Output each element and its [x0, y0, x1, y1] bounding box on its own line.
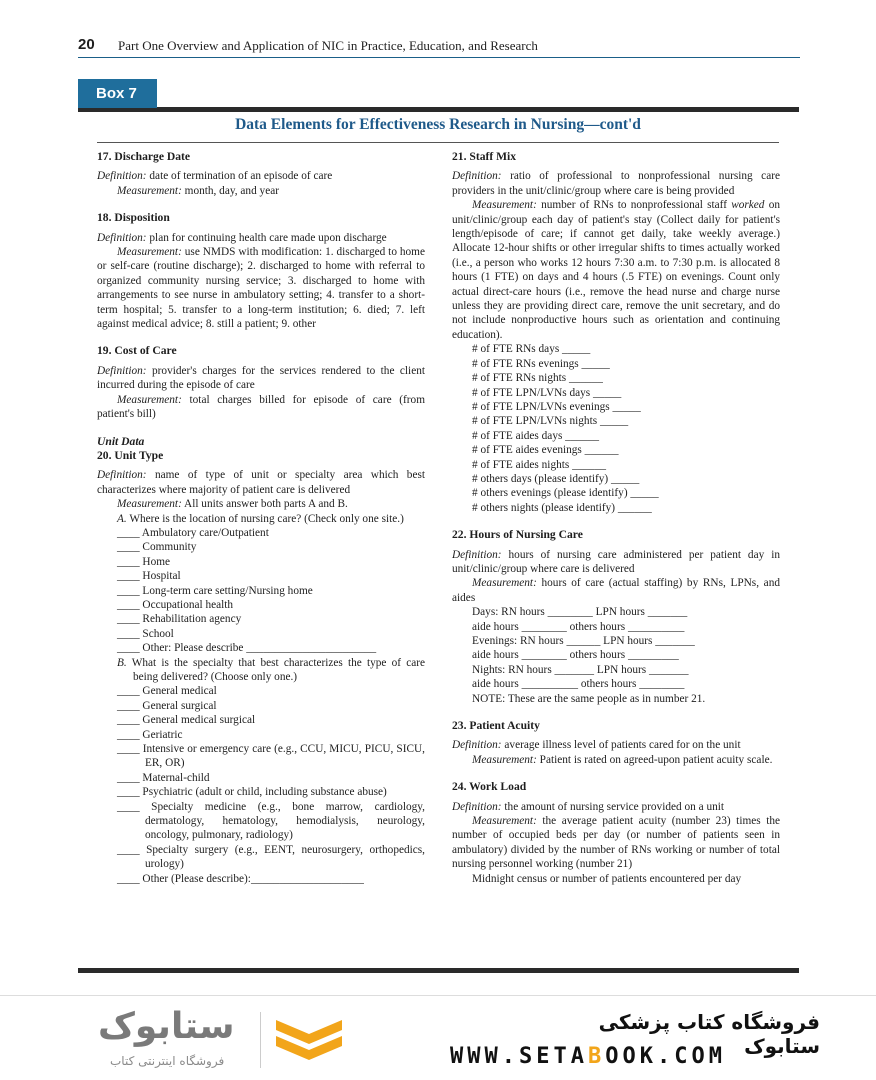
definition-label: Definition:: [97, 364, 147, 377]
hours-line: Evenings: RN hours ______ LPN hours _______: [472, 635, 695, 647]
checklist-item: ____ General medical surgical: [117, 714, 256, 727]
measurement-label: Measurement:: [117, 184, 182, 197]
fte-item: # of FTE LPN/LVNs days _____: [472, 386, 622, 399]
checklist-item: ____ Maternal-child: [117, 771, 210, 784]
hours-line: NOTE: These are the same people as in number 21.: [472, 692, 706, 705]
page-header: [78, 36, 800, 60]
measurement: Measurement: total charges billed for episode of care (from patient's bill): [97, 393, 425, 421]
hours-line: Nights: RN hours _______ LPN hours _______: [472, 663, 689, 676]
fte-item: # of FTE RNs days _____: [472, 343, 591, 356]
checklist-item: ____ Psychiatric (adult or child, including substance abuse): [117, 786, 387, 799]
definition-label: Definition:: [452, 548, 502, 561]
definition: Definition: average illness level of patients cared for on the unit: [452, 739, 741, 752]
definition: Definition: hours of nursing care administered per patient day in unit/clinic/group where care is delivered: [452, 548, 780, 575]
logo-tagline: فروشگاه اینترنتی کتاب: [110, 1054, 225, 1068]
checklist-item: ____ Community: [117, 541, 197, 554]
hours-line: Days: RN hours ________ LPN hours _______: [472, 606, 688, 619]
checklist-item: ____ Home: [117, 555, 171, 568]
measurement-label: Measurement:: [472, 815, 537, 828]
fte-item: # of FTE aides nights ______: [472, 458, 606, 471]
hours-line: aide hours ________ others hours __________: [472, 620, 685, 633]
checklist-item: ____ General surgical: [117, 699, 217, 712]
section-heading: 19. Cost of Care: [97, 344, 177, 358]
checklist-item: ____ School: [117, 627, 174, 640]
fte-item: # of FTE LPN/LVNs evenings _____: [472, 400, 641, 413]
fte-item: # of FTE aides evenings ______: [472, 444, 619, 457]
logo-divider: [260, 1012, 261, 1068]
section-heading: 24. Work Load: [452, 780, 527, 794]
measurement: Measurement: hours of care (actual staffing) by RNs, LPNs, and aides: [452, 577, 780, 604]
unit-data-heading: Unit Data: [97, 434, 145, 448]
measurement-label: Measurement:: [117, 393, 182, 406]
checklist-item: ____ Specialty surgery (e.g., EENT, neurosurgery, orthopedics, urology): [117, 843, 425, 871]
fte-list: [452, 342, 780, 515]
store-url[interactable]: WWW.SETABOOK.COM: [450, 1044, 726, 1069]
measurement-label: Measurement:: [472, 753, 537, 766]
hours-list: [452, 605, 780, 706]
definition-label: Definition:: [97, 231, 147, 244]
measurement: Measurement: use NMDS with modification: 1. discharged to home or self-care (routine discharge); 2. discharged to home with referral to organized community nursing service; 3. discharged to home with arrangements to see nurse in ambulatory setting; 4. transfer to a short-term hospital; 5. transfer to a long-term institution; 6. died; 7. left against medical advice; 8. still a patient; 9. other: [97, 246, 425, 331]
checklist-item: ____ Occupational health: [117, 598, 234, 611]
footer-banner: [0, 995, 876, 1080]
measurement-continued: Midnight census or number of patients encountered per day: [472, 872, 742, 885]
checklist-item: ____ Specialty medicine (e.g., bone marrow, cardiology, dermatology, hematology, hemodialysis, neurology, oncology, pulmonary, radiology): [117, 800, 425, 842]
fte-item: # others nights (please identify) ______: [472, 501, 652, 514]
checklist-item: ____ Intensive or emergency care (e.g., CCU, MICU, PICU, SICU, ER, OR): [117, 743, 425, 770]
checklist-item: ____ Hospital: [117, 570, 181, 583]
box-label: Box 7: [78, 79, 157, 108]
part-a-question: A. Where is the location of nursing care? (Check only one site.): [117, 512, 404, 525]
logo-wordmark: ستابوک: [98, 1006, 235, 1047]
section-heading: 21. Staff Mix: [452, 150, 517, 163]
measurement-label: Measurement:: [472, 199, 537, 212]
checklist-item: ____ Rehabilitation agency: [117, 613, 242, 626]
measurement: Measurement: month, day, and year: [117, 184, 279, 197]
definition: Definition: ratio of professional to nonprofessional nursing care providers in the unit/clinic/group where care is being provided: [452, 170, 780, 197]
fte-item: # of FTE LPN/LVNs nights _____: [472, 415, 629, 428]
book-chevron-icon: [272, 1014, 346, 1068]
checklist-item: ____ General medical: [117, 685, 217, 698]
measurement: Measurement: All units answer both parts A and B.: [117, 498, 348, 511]
checklist-item: ____ Other (Please describe):____________________: [117, 872, 364, 885]
section-heading: 17. Discharge Date: [97, 150, 191, 163]
right-column: [452, 150, 780, 886]
part-a-options: [97, 526, 425, 656]
title-rule: [97, 142, 779, 143]
definition-label: Definition:: [452, 800, 502, 813]
definition: Definition: provider's charges for the services rendered to the client incurred during the episode of care: [97, 364, 425, 392]
fte-item: # others days (please identify) _____: [472, 472, 640, 485]
definition: Definition: plan for continuing health care made upon discharge: [97, 231, 387, 244]
part-b-question: B. What is the specialty that best characterizes the type of care being delivered? (Choose only one.): [117, 656, 425, 683]
definition: Definition: date of termination of an episode of care: [97, 170, 333, 183]
checklist-item: ____ Other: Please describe _______________________: [117, 642, 377, 655]
running-head: Part One Overview and Application of NIC in Practice, Education, and Research: [118, 38, 538, 53]
measurement: Measurement: the average patient acuity (number 23) times the number of occupied beds per day (or number of patients seen in ambulatory) divided by the number of RNs working or number of total nursing personnel working (number 21): [452, 815, 780, 871]
definition-label: Definition:: [452, 739, 502, 752]
left-column: [97, 150, 425, 886]
hours-line: aide hours __________ others hours ________: [472, 678, 685, 691]
fte-item: # of FTE RNs evenings _____: [472, 357, 610, 370]
setabook-logo[interactable]: [80, 1006, 350, 1074]
measurement-label: Measurement:: [117, 498, 182, 511]
part-b-options: [97, 684, 425, 886]
hours-line: aide hours ________ others hours _________: [472, 649, 679, 662]
checklist-item: ____ Long-term care setting/Nursing home: [117, 584, 313, 597]
measurement-label: Measurement:: [117, 246, 182, 259]
box-title: Data Elements for Effectiveness Research in Nursing—cont'd: [235, 116, 641, 133]
checklist-item: ____ Geriatric: [117, 728, 183, 741]
definition-label: Definition:: [97, 469, 147, 482]
page-number: 20: [78, 36, 95, 53]
header-rule: [78, 57, 800, 58]
fte-item: # of FTE RNs nights ______: [472, 372, 603, 385]
definition: Definition: the amount of nursing service provided on a unit: [452, 800, 725, 813]
measurement: Measurement: Patient is rated on agreed-upon patient acuity scale.: [472, 753, 773, 766]
fte-item: # of FTE aides days ______: [472, 429, 600, 442]
measurement-label: Measurement:: [472, 577, 537, 590]
section-heading: 23. Patient Acuity: [452, 719, 540, 733]
fte-item: # others evenings (please identify) _____: [472, 487, 659, 500]
definition: Definition: name of type of unit or specialty area which best characterizes where majority of patient care is delivered: [97, 469, 425, 496]
store-name: فروشگاه کتاب پزشکی ستابوک: [598, 1010, 820, 1058]
section-heading: 18. Disposition: [97, 211, 170, 225]
definition-label: Definition:: [97, 170, 147, 183]
checklist-item: ____ Ambulatory care/Outpatient: [117, 526, 269, 539]
definition-label: Definition:: [452, 170, 502, 183]
section-heading: 22. Hours of Nursing Care: [452, 528, 583, 542]
measurement: Measurement: number of RNs to nonprofessional staff worked on unit/clinic/group each day of patient's stay (Collect daily for patient's length/episode of care; if cannot get daily, take weekly average.) Allocate 12-hour shifts or other irregular shifts to times actually worked (i.e., a person who works 12 hours 7:30 a.m. to 7:30 p.m. is allocated 8 hours (1 FTE) on days and 4 hours (.5 FTE) on evenings. Count only actual direct-care hours (i.e., remove the head nurse and charge nurse unless they are providing direct care, remove the unit secretary, and do not include nonproductive hours such as orientation and continuing education).: [452, 199, 780, 341]
section-heading: 20. Unit Type: [97, 448, 164, 462]
